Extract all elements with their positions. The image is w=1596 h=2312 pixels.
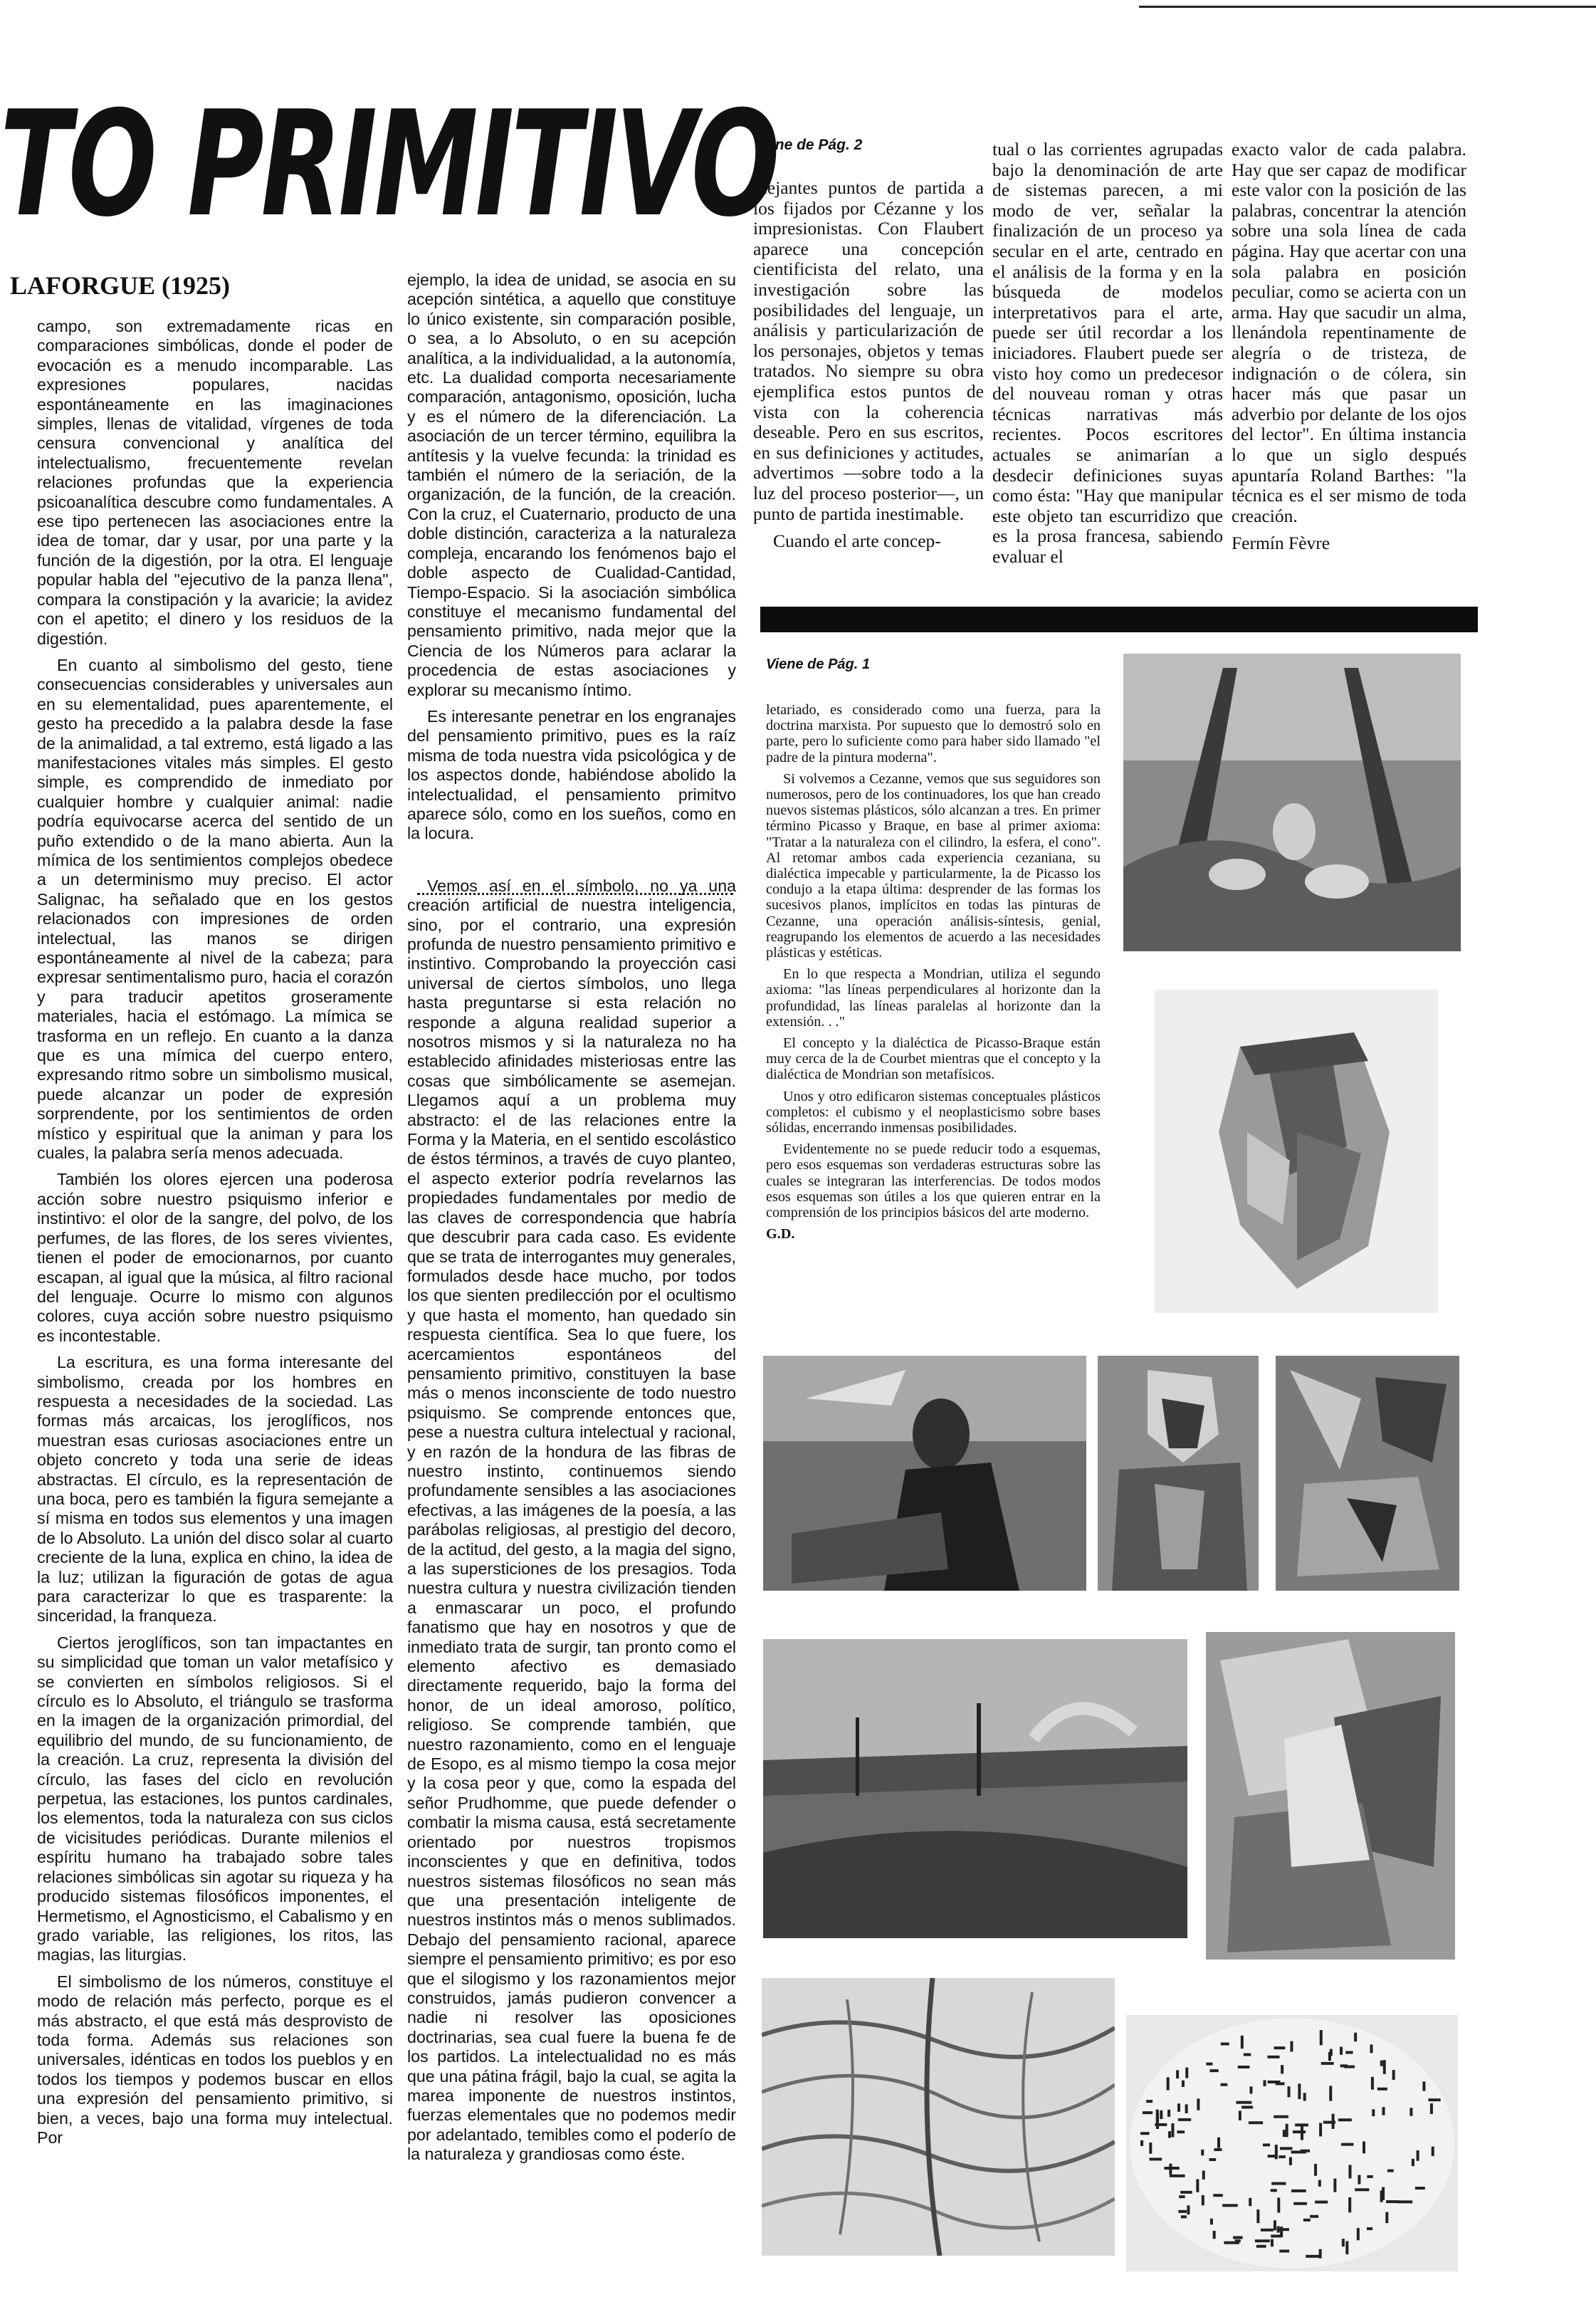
- article-paragraph: ejemplo, la idea de unidad, se asocia en su acepción sintética, a aquello que constituye lo único existente, sin comparación posible, o sea, a lo Absoluto, o en su acepción analítica, a la individualidad, a la autonomía, etc. La dualidad comporta necesariamente comparación, antagonismo, oposición, lucha y es el número de la diferenciación. La asociación de un tercer término, equilibra la antítesis y la vuelve fecunda: la trinidad es también el número de la seriación, de la organización, de la función, de la creación. Con la cruz, el Cuaternario, producto de una doble distinción, caracteriza a la naturaleza compleja, encarando los fenómenos bajo el doble aspecto de Cualidad-Cantidad, Tiempo-Espacio. Si la asociación simbólica constituye el mecanismo fundamental del pensamiento primitivo, nada mejor que la Ciencia de los Números para aclarar la procedencia de estas asociaciones y explorar su mecanismo íntimo.: [407, 271, 736, 699]
- article-paragraph: La escritura, es una forma interesante del simbolismo, creada por los hombres en respuesta a necesidades de la sociedad. Las formas más arcaicas, los jeroglíficos, nos muestran esas curiosas asociaciones entre un objeto concreto y toda una serie de ideas abstractas. El círculo, es la representación de una boca, pero es también la figura semejante a sí misma en todos sus elementos y una imagen de lo Absoluto. La unión del disco solar al cuarto creciente de la luna, explica en chino, la idea de la luz; utilizan la figuración de gotas de agua para caracterizar lo que es trasparente: la sinceridad, la franqueza.: [37, 1353, 393, 1626]
- art-article-paragraph: En lo que respecta a Mondrian, utiliza el segundo axioma: "las líneas perpendiculares al horizonte dan la profundidad, las líneas paralelas al horizonte dan la extensión. . .": [766, 966, 1101, 1030]
- article-paragraph: En cuanto al simbolismo del gesto, tiene consecuencias considerables y universales aun en su elementalidad, pues aparentemente, el gesto ha precedido a la palabra desde la fase de la animalidad, a tal extremo, está ligado a las manifestaciones vitales más simples. El gesto simple, es comprendido de inmediato por cualquier hombre y cualquier animal: nadie podría equivocarse acerca del sentido de un puño extendido o de la mano abierta. Aun la mímica de los sentimientos complejos obedece a un determinismo muy preciso. El actor Salignac, ha señalado que en los gestos relacionados con impresiones de orden intelectual, las manos se dirigen espontáneamente al nivel de la cabeza; para expresar sentimentalismo puro, hacia el corazón y para traducir apetitos groseramente materiales, hacia el estómago. La mímica se trasforma en un reflejo. En cuanto a la danza que es una mímica del cuerpo entero, expresando ritmo sobre un simbolismo musical, puede alcanzar un poder de expresión sorprendente, por los sentimientos de orden místico y espiritual que la animan y para los cuales, la palabra sería menos adecuada.: [37, 655, 393, 1163]
- article-column-1: [37, 317, 393, 2296]
- cubist-head-painting: [1155, 990, 1438, 1313]
- continued-paragraph: exacto valor de cada palabra. Hay que ser capaz de modificar este valor con la posición de las palabras, concentrar la atención sobre una sola línea de cada página. Hay que acertar con una sola palabra en posición peculiar, como se acierta con un arma. Hay que sacudir un alma, llenándola repentinamente de alegría o de tristeza, de indignación o de cólera, sin hacer más que pasar un adverbio por delante de los ojos del lector". En última instancia lo que un siglo después apuntaría Roland Barthes: "la técnica es el ser mismo de toda creación.: [1232, 140, 1466, 526]
- plus-minus-composition-painting: [1126, 2015, 1458, 2271]
- cubist-figure-painting: [1098, 1356, 1259, 1591]
- railway-landscape-painting: [763, 1639, 1187, 1938]
- article-paragraph: Vemos así en el símbolo, no ya una creación artificial de nuestra inteligencia, sino, por el contrario, una expresión profunda de nuestro pensamiento primitivo e instintivo. Comprobando la proyección casi universal de ciertos símbolos, uno llega hasta preguntarse si esta relación no responde a alguna realidad superior a nosotros mismos y si la naturaleza no ha establecido afinidades misteriosas entre las cosas que simbólicamente se asemejan. Llegamos aquí a un problema muy abstracto: el de las relaciones entre la Forma y la Materia, en el sentido escolástico de éstos términos, a través de cuyo planteo, el aspecto exterior podría revelarnos las propiedades fundamentales por medio de las claves de correspondencia que habría que descubrir para cada caso. Es evidente que se trata de interrogantes muy generales, formulados desde hace mucho, por todos los que sienten predilección por el ocultismo y que hasta el momento, han quedado sin respuesta científica. Sea lo que fuere, los acercamientos espontáneos del pensamiento primitivo, constituyen la base más o menos inconsciente de todo nuestro psiquismo. Se comprende entonces que, pese a nuestra cultura intelectual y racional, y en razón de la hondura de las fibras de nuestro instinto, continuemos siendo profundamente sensibles a las asociaciones efectivas, a las imágenes de la poesía, a las parábolas religiosas, al prestigio del decoro, de la actitud, del gesto, a la magia del signo, a las supersticiones de los presagios. Toda nuestra cultura y nuestra civilización tienden a enmascarar un poco, el profundo fanatismo que hay en nosotros y que de inmediato trata de surgir, tan pronto como el elemento afectivo es demasiado directamente requerido, bajo la forma del honor, de un ideal amoroso, político, religioso. Se comprende también, que nuestro razonamiento, como en el lenguaje de Esopo, es al mismo tiempo la cosa mejor y la cosa peor y que, como la espada del señor Prudhomme, que puede defender o combatir la misma causa, está secretamente orientado por nuestros tropismos inconscientes y que en definitiva, todos nuestros sistemas filosóficos no sean más que una presentación inteligente de nuestros instintos más o menos sublimados. Debajo del pensamiento racional, aparece siempre el pensamiento primitivo; es por eso que el silogismo y los razonamientos mejor construidos, jamás pudieron convencer a nadie ni resolver las oposiciones doctrinarias, sea cual fuere la buena fe de los partidos. La intelectualidad no es más que una pátina frágil, bajo la cual, se agita la marea imponente de nuestros instintos, fuerzas elementales que no podemos medir por adelantado, temibles como el poderío de la naturaleza y grandiosas como éste.: [407, 876, 736, 2164]
- article-byline: LAFORGUE (1925): [10, 271, 230, 300]
- cubist-still-life-painting: [1276, 1356, 1459, 1591]
- art-article-paragraph: El concepto y la dialéctica de Picasso-Braque están muy cerca de la de Courbet mientras que el concepto y la dialéctica de Mondrian son metafísicos.: [766, 1035, 1101, 1083]
- author-signature: G.D.: [766, 1226, 795, 1243]
- continued-paragraph: Cuando el arte concep-: [773, 530, 941, 552]
- article-paragraph: El simbolismo de los números, constituye el modo de relación más perfecto, porque es el más abstracto, el que está más desprovisto de toda forma. Además sus relaciones son universales, idénticas en todos los pueblos y en todos los tiempos y podemos buscar en ellos una expresión del pensamiento primitivo, si bien, a veces, bajo una forma muy intelectual. Por: [37, 1972, 393, 2147]
- author-signature: Fermín Fèvre: [1232, 533, 1330, 554]
- continued-from-label: Viene de Pág. 1: [766, 657, 870, 672]
- art-article-paragraph: letariado, es considerado como una fuerza, para la doctrina marxista. Por supuesto que lo demostró solo en parte, pero lo suficiente como para haber sido llamado "el padre de la pintura moderna".: [766, 702, 1101, 765]
- article-paragraph: También los olores ejercen una poderosa acción sobre nuestro psiquismo inferior e instintivo: el olor de la sangre, del polvo, de los perfumes, de las flores, de los seres vivientes, tienen el poder de emocionarnos, por cuanto escapan, al igual que la música, al filtro racional del lenguaje. Ocurre lo mismo con algunos colores, cuya acción sobre nuestro psiquismo es incontestable.: [37, 1170, 393, 1345]
- dotted-separator: [417, 893, 733, 895]
- article-column-2: [407, 271, 736, 2296]
- art-article-column: [766, 702, 1101, 1329]
- section-divider-bar: [760, 607, 1478, 632]
- continued-paragraph: tual o las corrientes agrupadas bajo la denominación de arte de sistemas parecen, a mi modo de ver, señalar la finalización de un proceso ya secular en el arte, centrado en el análisis de la forma y en la búsqueda de modelos interpretativos para el arte, puede ser útil recordar a los iniciadores. Flaubert puede ser visto hoy como un predecesor del nouveau roman y otras técnicas narrativas más recientes. Pocos escritores actuales se animarían a desdecir definiciones suyas como ésta: "Hay que manipular este objeto tan escurridizo que es la prosa francesa, sabiendo evaluar el: [992, 140, 1223, 567]
- article-paragraph: Es interesante penetrar en los engranajes del pensamiento primitivo, pues es la raíz misma de toda nuestra vida psicológica y de los aspectos donde, habiéndose abolido la intelectualidad, el pensamiento primitvo aparece sólo, como en los sueños, como en la locura.: [407, 706, 736, 843]
- top-edge-rule: [1139, 6, 1596, 8]
- art-article-paragraph: Evidentemente no se puede reducir todo a esquemas, pero esos esquemas son verdaderas estructuras sobre las cuales se integraran las interferencias. De todos modos esos esquemas son útiles a los que quieren entrar en la comprensión de los principios básicos del arte moderno.: [766, 1141, 1101, 1221]
- continued-from-label: Viene de Pág. 2: [753, 137, 863, 153]
- article-headline: TO PRIMITIVO: [0, 80, 777, 249]
- continued-column-2: [992, 140, 1223, 567]
- art-article-paragraph: Unos y otro edificaron sistemas conceptuales plásticos completos: el cubismo y el neoplasticismo sobre bases sólidas, encerrando inmensas posibilidades.: [766, 1088, 1101, 1136]
- article-paragraph: Ciertos jeroglíficos, son tan impactantes en su simplicidad que toman un valor metafísico y se convierten en símbolos religiosos. Si el círculo es lo Absoluto, el triángulo se trasforma en la imagen de la organización primordial, del equilibrio del mundo, de su funcionamiento, de la creación. La cruz, representa la división del círculo, las fases del ciclo en revolución perpetua, las estaciones, los puntos cardinales, los elementos, toda la naturaleza con sus ciclos de vicisitudes periódicas. Durante milenios el espíritu humano ha trabajado sobre tales relaciones simbólicas sin agotar su riqueza y ha producido sistemas filosóficos imponentes, el Hermetismo, el Agnosticismo, el Cabalismo y en grado variable, las religiones, los ritos, las magias, las liturgias.: [37, 1633, 393, 1965]
- continued-paragraph: mejantes puntos de partida a los fijados por Cézanne y los impresionistas. Con Flaubert aparece una concepción cientificista del relato, una investigación sobre las posibilidades del lenguaje, un análisis y particularización de los personajes, objetos y temas tratados. No siempre su obra ejemplifica estos puntos de vista con la coherencia deseable. Pero en sus escritos, en sus definiciones y actitudes, advertimos —sobre todo a la luz del proceso posterior—, un punto de partida inestimable.: [753, 178, 984, 524]
- continued-column-1: [753, 178, 984, 555]
- cubist-composition-painting: [1206, 1632, 1455, 1960]
- bathers-painting: [1123, 654, 1461, 951]
- article-paragraph: campo, son extremadamente ricas en comparaciones simbólicas, donde el poder de evocación es a menudo incomparable. Las expresiones populares, nacidas espontáneamente en las imaginaciones simples, llenas de vitalidad, vírgenes de toda censura convencional y analítica del intelectualismo, frecuentemente revelan relaciones profundas que la experiencia psicoanalítica descubre como fundamentales. A ese tipo pertenecen las asociaciones entre la idea de tomar, dar y usar, por una parte y la función de la digestión, por la otra. El lenguaje popular habla del "ejecutivo de la panza llena", compara la constipación y la avaricie; la avidez con el apetito; el dinero y los residuos de la digestión.: [37, 317, 393, 648]
- tree-abstraction-painting: [762, 1978, 1115, 2256]
- artist-portrait-photo: [763, 1356, 1086, 1591]
- continued-column-3: [1232, 140, 1466, 567]
- art-article-paragraph: Si volvemos a Cezanne, vemos que sus seguidores son numerosos, pero de los continuadores, los que han creado nuevos sistemas plásticos, sólo alcanzan a tres. En primer término Picasso y Braque, en base al primer axioma: "Tratar a la naturaleza con el cilindro, la esfera, el cono". Al retomar ambos cada experiencia cezaniana, su dialéctica impecable y particularmente, la de Picasso los condujo a la etapa última: desprender de las formas los sucesivos planos, implícitos en todas las pinturas de Cezanne, una operación análisis-síntesis, genial, reagrupando los elementos de acuerdo a las necesidades plásticas y estéticas.: [766, 770, 1101, 961]
